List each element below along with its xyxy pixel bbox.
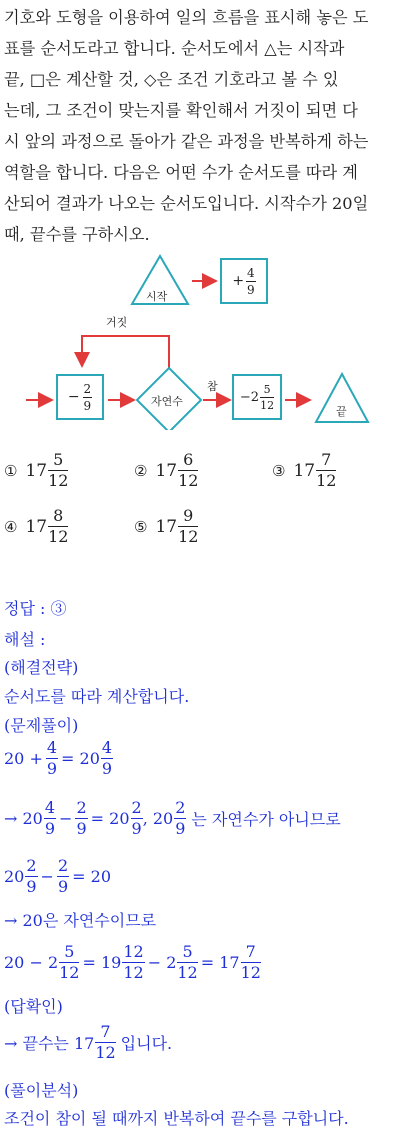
- choice-denominator: 12: [178, 471, 199, 490]
- problem-line: 는데, 그 조건이 맞는지를 확인해서 거짓이 되면 다: [4, 101, 358, 120]
- step2-eq: = 20: [90, 809, 130, 828]
- final-fraction: [260, 384, 274, 411]
- step2-frac4: [174, 800, 186, 837]
- choice-5[interactable]: [134, 508, 198, 545]
- step2-frac2: [75, 800, 87, 837]
- denominator: 9: [44, 819, 56, 838]
- add-numerator: 4: [247, 265, 255, 280]
- step-4: → 20은 자연수이므로: [4, 911, 157, 930]
- denominator: 9: [175, 819, 186, 838]
- step-3: [4, 858, 111, 895]
- problem-line: 때, 끝수를 구하시오.: [4, 225, 150, 244]
- add-box: [220, 258, 268, 304]
- choice-numerator: 5: [48, 452, 68, 471]
- denominator: 9: [131, 819, 142, 838]
- step-2: [4, 800, 341, 837]
- problem-line: 표를 순서도라고 합니다. 순서도에서 △는 시작과: [4, 39, 345, 58]
- final-denominator: 12: [260, 398, 275, 412]
- denominator: 9: [101, 759, 113, 778]
- end-label: 끝: [336, 405, 347, 418]
- analysis-heading: (풀이분석): [4, 1081, 79, 1100]
- step5-eq1: = 19: [82, 953, 122, 972]
- check-line: [4, 1024, 172, 1061]
- step3-minus: −: [40, 867, 54, 886]
- step5-frac2: [122, 944, 144, 981]
- true-label: 참: [207, 380, 218, 393]
- numerator: 2: [57, 856, 69, 875]
- sub-operator: −: [67, 389, 80, 405]
- explain-label: 해설 :: [4, 630, 46, 649]
- final-operator: −2: [239, 389, 260, 405]
- false-label: 거짓: [106, 316, 128, 329]
- choice-denominator: 12: [316, 471, 337, 490]
- sub-fraction: [83, 383, 93, 412]
- step1-frac2: [101, 740, 113, 777]
- step5-frac3: [177, 944, 197, 981]
- choice-2[interactable]: [134, 452, 198, 489]
- problem-line: 산되어 결과가 나오는 순서도입니다. 시작수가 20일: [4, 194, 369, 213]
- step-1: [4, 740, 113, 777]
- numerator: 2: [175, 798, 186, 817]
- step1-lhs: 20 +: [4, 749, 43, 768]
- problem-text: [4, 2, 398, 250]
- false-loop: [82, 336, 169, 368]
- step2-frac1: [44, 800, 56, 837]
- step5-eq2: = 17: [200, 953, 240, 972]
- choice-whole: 17: [293, 460, 316, 481]
- denominator: 9: [76, 819, 87, 838]
- choice-mark: ③: [272, 461, 286, 480]
- check-tail: 입니다.: [120, 1034, 173, 1053]
- choice-whole: 17: [25, 460, 48, 481]
- choice-whole: 17: [25, 516, 48, 537]
- choice-mark: ②: [134, 461, 148, 480]
- numerator: 7: [95, 1024, 115, 1043]
- choice-numerator: 8: [48, 508, 68, 527]
- add-fraction: [246, 267, 256, 296]
- numerator: 4: [44, 798, 56, 817]
- check-lhs: → 끝수는 17: [4, 1034, 95, 1053]
- choice-fraction: [48, 508, 68, 545]
- step2-tail: 는 자연수가 아니므로: [191, 810, 341, 829]
- denominator: 12: [123, 963, 144, 982]
- choice-denominator: 12: [178, 527, 199, 546]
- answer-line: 정답 : ③: [4, 599, 67, 618]
- choice-denominator: 12: [48, 471, 69, 490]
- add-operator: +: [232, 273, 245, 289]
- numerator: 7: [241, 944, 261, 963]
- choice-whole: 17: [155, 460, 178, 481]
- check-frac: [95, 1024, 115, 1061]
- problem-line: 시 앞의 과정으로 돌아가 같은 과정을 반복하게 하는: [4, 132, 369, 151]
- step2-lhs: → 20: [4, 809, 43, 828]
- numerator: 4: [46, 738, 58, 757]
- step5-frac1: [59, 944, 79, 981]
- step3-frac1: [25, 858, 37, 895]
- choice-1[interactable]: [4, 452, 68, 489]
- denominator: 12: [59, 963, 80, 982]
- check-heading: (답확인): [4, 997, 63, 1016]
- strategy-text: 순서도를 따라 계산합니다.: [4, 687, 190, 706]
- step3-lhs: 20: [4, 867, 25, 886]
- numerator: 2: [26, 856, 37, 875]
- choice-fraction: [48, 452, 68, 489]
- choice-mark: ⑤: [134, 517, 148, 536]
- sub-numerator: 2: [83, 381, 92, 396]
- choice-numerator: 7: [316, 452, 336, 471]
- denominator: 9: [46, 759, 58, 778]
- add-denominator: 9: [247, 282, 255, 297]
- numerator: 2: [131, 798, 142, 817]
- numerator: 5: [59, 944, 79, 963]
- step2-minus: −: [59, 809, 73, 828]
- step1-frac1: [46, 740, 58, 777]
- step3-frac2: [57, 858, 69, 895]
- choice-whole: 17: [155, 516, 178, 537]
- strategy-heading: (해결전략): [4, 658, 79, 677]
- choice-numerator: 6: [178, 452, 198, 471]
- step5-minus: − 2: [147, 953, 177, 972]
- step1-eq: = 20: [61, 749, 100, 768]
- sub-box: [56, 374, 104, 420]
- choice-fraction: [178, 452, 198, 489]
- denominator: 12: [177, 963, 198, 982]
- flowchart: [0, 250, 400, 430]
- choice-4[interactable]: [4, 508, 68, 545]
- choice-3[interactable]: [272, 452, 336, 489]
- numerator: 5: [177, 944, 197, 963]
- numerator: 4: [101, 738, 113, 757]
- choice-denominator: 12: [48, 527, 69, 546]
- problem-line: 기호와 도형을 이용하여 일의 흐름을 표시해 놓은 도: [4, 8, 369, 27]
- step2-frac3: [131, 800, 143, 837]
- final-numerator: 5: [260, 384, 274, 398]
- start-label: 시작: [146, 290, 168, 303]
- numerator: 2: [76, 798, 87, 817]
- denominator: 12: [240, 963, 261, 982]
- step3-eq: = 20: [72, 867, 111, 886]
- final-box: [232, 374, 282, 420]
- sub-denominator: 9: [83, 398, 92, 413]
- choice-fraction: [316, 452, 336, 489]
- choice-mark: ④: [4, 517, 18, 536]
- denominator: 12: [95, 1043, 116, 1062]
- denominator: 9: [57, 877, 69, 896]
- choice-numerator: 9: [178, 508, 198, 527]
- condition-label: 자연수: [151, 395, 183, 408]
- choice-fraction: [178, 508, 198, 545]
- denominator: 9: [26, 877, 37, 896]
- solve-heading: (문제풀이): [4, 716, 79, 735]
- step-5: [4, 944, 261, 981]
- numerator: 12: [123, 942, 144, 961]
- problem-line: 역할을 합니다. 다음은 어떤 수가 순서도를 따라 계: [4, 163, 358, 182]
- problem-line: 끝, □은 계산할 것, ◇은 조건 기호라고 볼 수 있: [4, 70, 339, 89]
- analysis-text: 조건이 참이 될 때까지 반복하여 끝수를 구합니다.: [4, 1109, 349, 1128]
- step5-frac4: [241, 944, 261, 981]
- choice-mark: ①: [4, 461, 18, 480]
- step2-comma: , 20: [142, 809, 174, 828]
- step5-lhs: 20 − 2: [4, 953, 59, 972]
